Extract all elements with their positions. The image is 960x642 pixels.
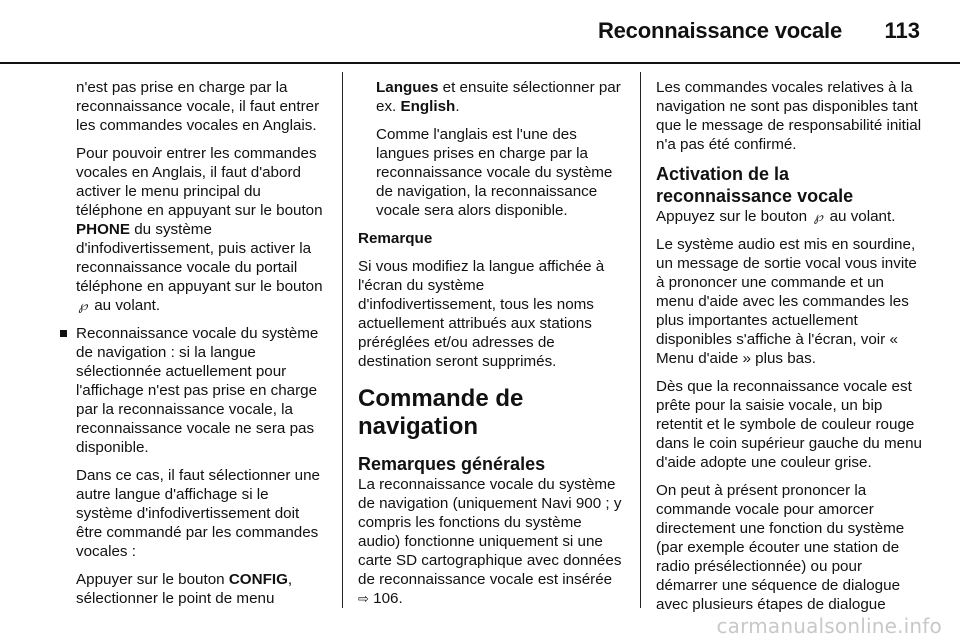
config-button-label: CONFIG	[228, 571, 288, 588]
text: au volant.	[90, 297, 161, 314]
text: Reconnaissance vocale du système de navigation : si la langue sélectionnée actuellement pour l'affichage n'est pas prise en charge par la reconnaissance vocale, la reconnaissance vocale ne sera pas disponible.	[76, 325, 319, 456]
header-title: Reconnaissance vocale	[597, 18, 842, 43]
text: au volant.	[825, 208, 896, 225]
paragraph: Le système audio est mis en sourdine, un message de sortie vocal vous invite à prononcer une commande et un menu d'aide avec les commandes les plus importantes actuellement disponibles s'affiche à l'écran, voir « Menu d'aide » plus bas.	[656, 236, 917, 367]
column-divider-1	[342, 72, 343, 608]
text: Appuyez sur le bouton	[656, 208, 812, 225]
paragraph	[358, 475, 626, 608]
paragraph: Dès que la reconnaissance vocale est prête pour la saisie vocale, un bip retentit et le symbole de couleur rouge dans le coin supérieur gauche du menu d'aide adopte une couleur grise.	[656, 378, 922, 471]
text: .	[455, 98, 460, 115]
column-2	[358, 78, 626, 617]
language-option-label: English	[400, 98, 456, 115]
page-reference-icon: ⇨	[358, 591, 369, 606]
subsection-heading: Activation de la reconnaissance vocale	[656, 164, 854, 206]
page-header	[0, 0, 960, 64]
paragraph: n'est pas prise en charge par la reconnaissance vocale, il faut entrer les commandes vocales en Anglais.	[76, 79, 320, 134]
header-rule	[0, 62, 960, 64]
paragraph: Comme l'anglais est l'une des langues prises en charge par la reconnaissance vocale du système de navigation, la reconnaissance vocale sera alors disponible.	[376, 126, 613, 219]
text: et ensuite sélectionner par ex.	[376, 79, 621, 115]
page-number: 113	[884, 18, 920, 43]
remark-title: Remarque	[358, 230, 433, 247]
text: 106.	[368, 590, 403, 607]
text: du système d'infodivertissement, puis activer la reconnaissance vocale du portail téléphone en appuyant sur le bouton	[76, 221, 323, 295]
text: Pour pouvoir entrer les commandes vocales en Anglais, il faut d'abord activer le menu principal du téléphone en appuyant sur le bouton	[76, 145, 323, 219]
paragraph: Les commandes vocales relatives à la navigation ne sont pas disponibles tant que le message de responsabilité initial n'a pas été confirmé.	[656, 79, 922, 153]
paragraph	[358, 78, 626, 116]
column-3	[656, 78, 924, 623]
section-heading: Commande de navigation	[358, 385, 524, 440]
paragraph: Dans ce cas, il faut sélectionner une autre langue d'affichage si le système d'infodivertissement doit être commandé par les commandes vocales :	[76, 467, 320, 560]
text: La reconnaissance vocale du système de navigation (uniquement Navi 900 ; y compris les fonctions du système audio) fonctionne uniquement si une carte SD cartographique avec données de reconnaissance vocale est insérée	[358, 476, 622, 588]
voice-phone-icon: ℘	[813, 209, 823, 224]
bullet-icon	[60, 330, 67, 337]
text: Appuyer sur le bouton	[76, 571, 229, 588]
menu-item-label: Langues	[376, 79, 439, 96]
column-divider-2	[640, 72, 641, 608]
paragraph: On peut à présent prononcer la commande vocale pour amorcer directement une fonction du système (par exemple écouter une station de radio présélectionnée) ou pour démarrer une séquence de dialogue avec plusieurs étapes de dialogue	[656, 482, 905, 613]
list-item	[58, 324, 326, 457]
column-1	[58, 78, 326, 617]
phone-button-label: PHONE	[76, 221, 131, 238]
voice-phone-icon: ℘	[78, 298, 88, 313]
remark-text: Si vous modifiez la langue affichée à l'écran du système d'infodivertissement, tous les noms actuellement attribués aux stations préréglées et/ou adresses de destination seront supprimés.	[358, 258, 605, 370]
paragraph	[58, 144, 326, 315]
watermark: carmanualsonline.info	[716, 614, 942, 638]
text: , sélectionner le point de menu	[76, 571, 293, 607]
subsection-heading: Remarques générales	[358, 454, 546, 474]
paragraph	[656, 207, 924, 226]
paragraph	[58, 570, 326, 608]
